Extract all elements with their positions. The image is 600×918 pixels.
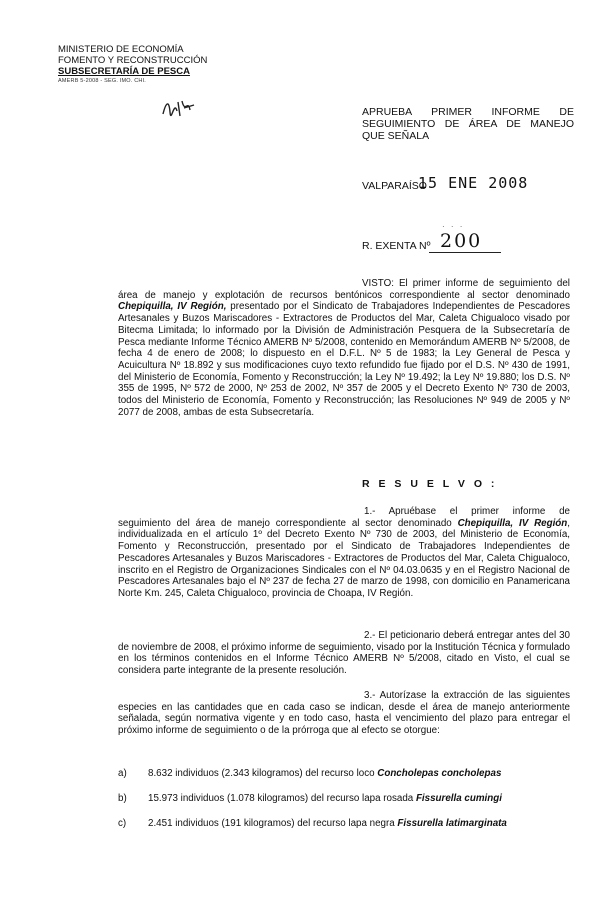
exenta-label: R. EXENTA Nº [362,240,431,252]
resolution-point-1 [118,506,570,600]
date-stamp: 15 ENE 2008 [418,174,529,192]
sector-name: Chepiquilla, IV Región, [118,301,227,313]
extraction-item [118,768,570,779]
place-label: VALPARAÍSO [362,180,427,192]
item-text: 2.451 individuos (191 kilogramos) del recurso lapa negra [148,818,398,829]
species-name: Fissurella cumingi [415,793,502,804]
stamp-marks: · · · [442,222,465,231]
extraction-item [118,793,570,804]
resolution-point-2 [118,630,570,677]
sector-name: Chepiquilla, IV Región [457,517,568,529]
item-label: a) [118,768,127,779]
exenta-underline [429,252,501,253]
point-text: 2.- El peticionario deberá entregar antes del 30 de noviembre de 2008, el próximo informe de seguimiento, visado por la Institución Técnica y formulado en los términos contenidos en el Informe Técnico AMERB Nº 5/2008, citado en Visto, el cual se considera parte integrante de la presente resolución. [118,630,570,677]
reference-code: AMERB 5-2008 - SEG. IMO. CHI. [58,78,147,84]
species-name: Fissurella latimarginata [397,818,507,829]
point-text: , individualizada en el artículo 1º del Decreto Exento Nº 730 de 2003, del Ministerio de Economía, Fomento y Reconstrucción, presentado por el Sindicato de Trabajadores Independientes de Pescadores Artesanales y Buzos Mariscadores - Extractores de Productos del Mar, Caleta Chigualoco, inscrito en el Registro de Organizaciones Sindicales con el Nº 04.03.0635 y en el Registro Nacional de Pescadores Artesanales bajo el Nº 237 de fecha 27 de marzo de 1998, con domicilio en Panamericana Norte Km. 245, Caleta Chigualoco, provincia de Choapa, IV Región. [118,517,570,599]
point-text: 3.- Autorízase la extracción de las siguientes especies en las cantidades que en cada caso se indican, desde el área de manejo anteriormente señalada, según normativa vigente y en todo caso, hasta el vencimiento del plazo para entregar el próximo informe de seguimiento o de la prórroga que al efecto se otorgue: [118,690,570,737]
ministry-line: FOMENTO Y RECONSTRUCCIÓN [58,55,208,66]
subsecretaria-line: SUBSECRETARÍA DE PESCA [58,66,190,77]
ministry-line: MINISTERIO DE ECONOMÍA [58,44,184,55]
item-label: b) [118,793,127,804]
species-name: Concholepas concholepas [377,768,502,779]
visto-paragraph [118,278,570,418]
item-text: 8.632 individuos (2.343 kilogramos) del recurso loco [148,768,378,779]
visto-text: presentado por el Sindicato de Trabajadores Independientes de Pescadores Artesanales y Buzos Mariscadores - Extractores de Productos del Mar, Caleta Chigualoco visado por Bitecma Limitada; lo informado por la División de Administración Pesquera de la Subsecretaría de Pesca mediante Informe Técnico AMERB Nº 5/2008, contenido en Memorándum AMERB Nº 5/2008, de fecha 4 de enero de 2008; lo dispuesto en el D.F.L. Nº 5 de 1983; la Ley General de Pesca y Acuicultura Nº 18.892 y sus modificaciones cuyo texto refundido fue fijado por el D.S. Nº 430 de 1991, del Ministerio de Economía, Fomento y Reconstrucción; la Ley Nº 19.492; la Ley Nº 19.880; los D.S. Nº 355 de 1995, Nº 572 de 2000, Nº 253 de 2002, Nº 357 de 2005 y el Decreto Exento Nº 730 de 2003, todos del Ministerio de Economía, Fomento y Reconstrucción; las Resoluciones Nº 949 de 2005 y Nº 2077 de 2008, ambas de esta Subsecretaría. [118,301,570,418]
title-line: APRUEBA PRIMER INFORME DE [362,106,574,118]
item-text: 15.973 individuos (1.078 kilogramos) del recurso lapa rosada [148,793,416,804]
resolution-title [362,106,574,142]
visto-text: El primer informe de seguimiento del área de manejo y explotación de recursos bentónicos correspondiente al sector denominado [118,278,570,301]
point-text: 1.- Apruébase el primer informe de seguimiento del área de manejo correspondiente al sector denominado [118,506,570,529]
extraction-item [118,818,570,829]
title-line: QUE SEÑALA [362,130,430,142]
title-line: SEGUIMIENTO DE ÁREA DE MANEJO [362,118,574,130]
visto-keyword: VISTO: [362,278,394,289]
item-label: c) [118,818,127,829]
resolution-point-3 [118,690,570,737]
ministry-header [58,44,258,85]
resuelvo-heading: R E S U E L V O : [362,478,498,490]
exenta-number: 200 [440,230,483,252]
initials-signature [160,96,200,120]
